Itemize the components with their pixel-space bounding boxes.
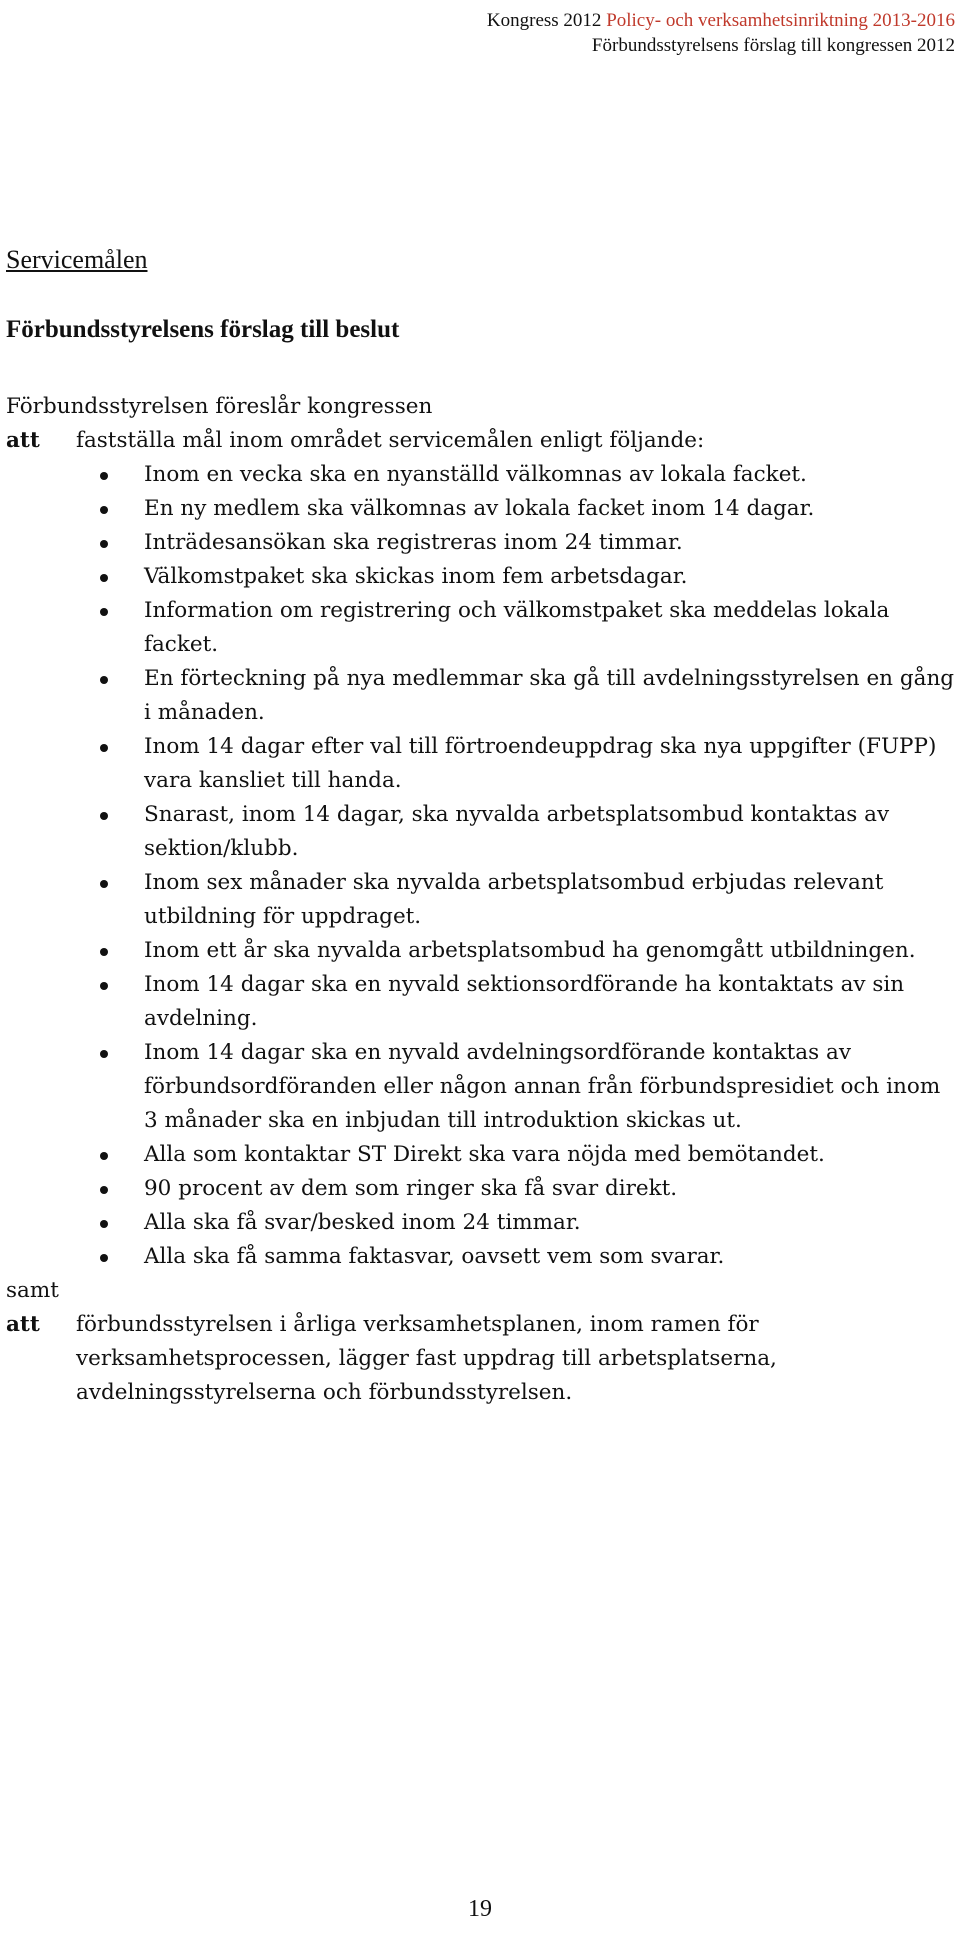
goal-list-item bbox=[144, 968, 956, 1036]
goal-text: Snarast, inom 14 dagar, ska nyvalda arbetsplatsombud kontaktas av sektion/klubb. bbox=[144, 802, 890, 861]
goal-text: Välkomstpaket ska skickas inom fem arbetsdagar. bbox=[144, 564, 688, 589]
att-clause-2 bbox=[6, 1308, 956, 1410]
goal-list-item bbox=[144, 730, 956, 798]
proposal-body bbox=[6, 390, 956, 1410]
goal-list-item bbox=[144, 934, 956, 968]
att-clause-text: fastställa mål inom området servicemålen enligt följande: bbox=[76, 428, 705, 453]
goal-text: Inom sex månader ska nyvalda arbetsplatsombud erbjudas relevant utbildning för uppdraget. bbox=[144, 870, 884, 929]
bullet-icon bbox=[100, 676, 108, 684]
goal-list-item bbox=[144, 560, 956, 594]
goal-list-item bbox=[144, 458, 956, 492]
goal-text: Inom 14 dagar efter val till förtroendeuppdrag ska nya uppgifter (FUPP) vara kansliet till handa. bbox=[144, 734, 937, 793]
goal-list-item bbox=[144, 594, 956, 662]
decision-heading: Förbundsstyrelsens förslag till beslut bbox=[6, 316, 400, 343]
goal-text: Alla ska få samma faktasvar, oavsett vem som svarar. bbox=[144, 1244, 725, 1269]
bullet-icon bbox=[100, 982, 108, 990]
goal-text: Information om registrering och välkomstpaket ska meddelas lokala facket. bbox=[144, 598, 890, 657]
bullet-icon bbox=[100, 1220, 108, 1228]
bullet-icon bbox=[100, 744, 108, 752]
header-line-1 bbox=[487, 8, 955, 33]
header-congress-label: Kongress 2012 bbox=[486, 10, 607, 31]
page-header bbox=[487, 8, 955, 58]
header-line-2: Förbundsstyrelsens förslag till kongressen 2012 bbox=[591, 35, 955, 56]
goal-list-item bbox=[144, 1172, 956, 1206]
bullet-icon bbox=[100, 608, 108, 616]
goal-list-item bbox=[144, 798, 956, 866]
goal-text: Inom en vecka ska en nyanställd välkomnas av lokala facket. bbox=[144, 462, 807, 487]
goal-text: Alla som kontaktar ST Direkt ska vara nöjda med bemötandet. bbox=[144, 1142, 825, 1167]
goal-text: En förteckning på nya medlemmar ska gå till avdelningsstyrelsen en gång i månaden. bbox=[144, 666, 955, 725]
samt-text: samt bbox=[6, 1278, 59, 1303]
goal-text: 90 procent av dem som ringer ska få svar direkt. bbox=[144, 1176, 678, 1201]
goal-list-item bbox=[144, 662, 956, 730]
goal-list-item bbox=[144, 1240, 956, 1274]
goal-text: En ny medlem ska välkomnas av lokala facket inom 14 dagar. bbox=[144, 496, 815, 521]
intro-text: Förbundsstyrelsen föreslår kongressen bbox=[6, 394, 433, 419]
goal-text: Inträdesansökan ska registreras inom 24 timmar. bbox=[144, 530, 683, 555]
att-clause-1 bbox=[6, 424, 956, 458]
goal-list-item bbox=[144, 1138, 956, 1172]
goal-text: Alla ska få svar/besked inom 24 timmar. bbox=[144, 1210, 581, 1235]
att-keyword: att bbox=[6, 428, 40, 453]
page-number: 19 bbox=[468, 1896, 492, 1922]
bullet-icon bbox=[100, 1254, 108, 1262]
bullet-icon bbox=[100, 540, 108, 548]
goal-text: Inom 14 dagar ska en nyvald sektionsordförande ha kontaktats av sin avdelning. bbox=[144, 972, 905, 1031]
bullet-icon bbox=[100, 1186, 108, 1194]
bullet-icon bbox=[100, 574, 108, 582]
att-clause-text: förbundsstyrelsen i årliga verksamhetsplanen, inom ramen för verksamhetsprocessen, lägger fast uppdrag till arbetsplatserna, avdelningsstyrelserna och förbundsstyrelsen. bbox=[76, 1312, 777, 1405]
att-keyword: att bbox=[6, 1312, 40, 1337]
bullet-icon bbox=[100, 1152, 108, 1160]
goal-list-item bbox=[144, 1206, 956, 1240]
bullet-icon bbox=[100, 812, 108, 820]
goal-list-item bbox=[144, 492, 956, 526]
bullet-icon bbox=[100, 880, 108, 888]
bullet-icon bbox=[100, 506, 108, 514]
goal-list-item bbox=[144, 866, 956, 934]
service-goals-list bbox=[6, 458, 956, 1274]
goal-text: Inom 14 dagar ska en nyvald avdelningsordförande kontaktas av förbundsordföranden eller någon annan från förbundspresidiet och inom 3 månader ska en inbjudan till introduktion skickas ut. bbox=[144, 1040, 941, 1133]
goal-list-item bbox=[144, 1036, 956, 1138]
header-policy-title: Policy- och verksamhetsinriktning 2013-2016 bbox=[606, 10, 955, 31]
goal-text: Inom ett år ska nyvalda arbetsplatsombud ha genomgått utbildningen. bbox=[144, 938, 916, 963]
bullet-icon bbox=[100, 1050, 108, 1058]
bullet-icon bbox=[100, 948, 108, 956]
bullet-icon bbox=[100, 472, 108, 480]
section-title: Servicemålen bbox=[6, 245, 148, 274]
goal-list-item bbox=[144, 526, 956, 560]
